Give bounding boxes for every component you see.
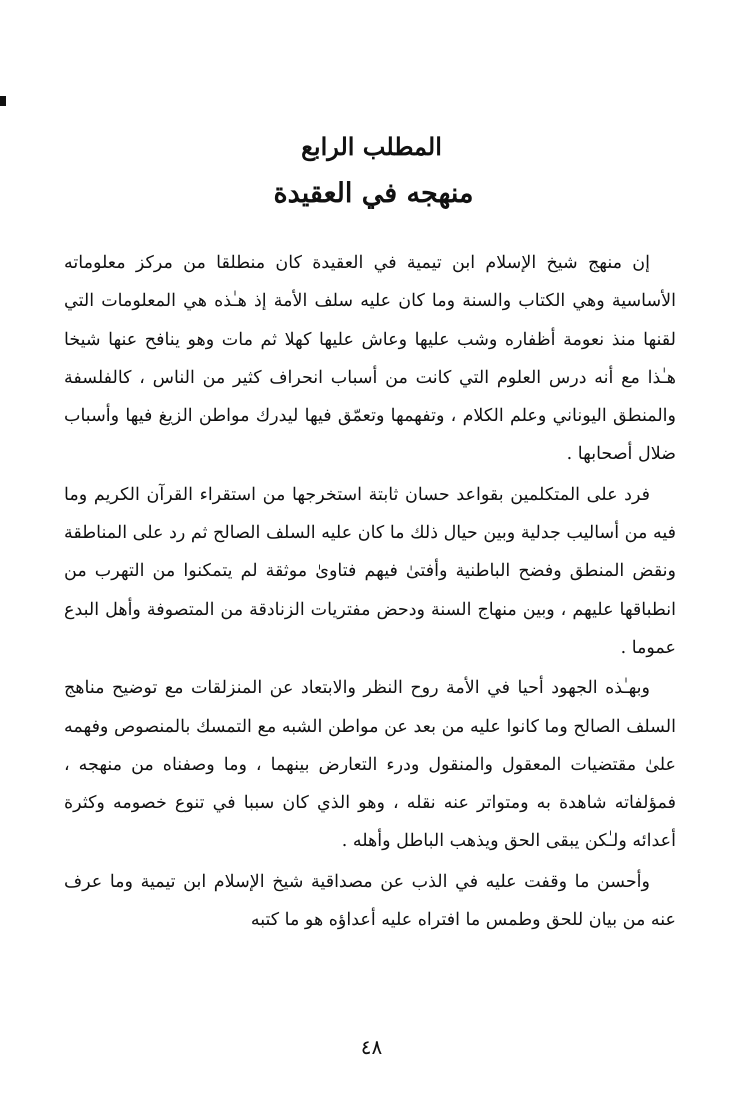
paragraph [64, 476, 676, 667]
paragraph-text: وبهـٰذه الجهود أحيا في الأمة روح النظر والابتعاد عن المنزلقات مع توضيح مناهج السلف الصالح وما كانوا عليه من بعد عن مواطن الشبه مع التمسك بالمنصوص وفهمه علىٰ مقتضيات المعقول والمنقول ودرء التعارض بينهما ، وما وصفناه من منهجه ، فمؤلفاته شاهدة به ومتواتر عنه نقله ، وهو الذي كان سببا في تنوع خصومه وكثرة أعدائه ولـٰكن يبقى الحق ويذهب الباطل وأهله . [64, 678, 676, 852]
body-text [64, 244, 676, 939]
page-number: ٤٨ [360, 1035, 383, 1059]
section-headings [0, 125, 743, 219]
paragraph [64, 669, 676, 860]
paragraph [64, 863, 676, 940]
section-title: منهجه في العقيدة [273, 178, 474, 209]
paragraph [64, 244, 676, 474]
paragraph-text: إن منهج شيخ الإسلام ابن تيمية في العقيدة كان منطلقا من مركز معلوماته الأساسية وهي الكتاب والسنة وما كان عليه سلف الأمة إذ هـٰذه هي المعلومات التي لقنها منذ نعومة أظفاره وشب عليها وعاش عليها كهلا ثم مات وهو ينافح عنها شيخا هـٰذا مع أنه درس العلوم التي كانت من أسباب انحراف كثير من الناس ، كالفلسفة والمنطق اليوناني وعلم الكلام ، وتفهمها وتعمّق فيها ليدرك مواطن الزيغ فيها وأسباب ضلال أصحابها . [64, 253, 676, 465]
section-heading: المطلب الرابع [301, 132, 442, 161]
page-edge-mark [0, 96, 6, 106]
paragraph-text: فرد على المتكلمين بقواعد حسان ثابتة استخرجها من استقراء القرآن الكريم وما فيه من أساليب جدلية وبين حيال ذلك ما كان عليه السلف الصالح ثم رد على المناطقة ونقض المنطق وفضح الباطنية وأفتىٰ فيهم فتاوىٰ موثقة لم يتمكنوا من التهرب من انطباقها عليهم ، وبين منهاج السنة ودحض مفتريات الزنادقة من المتصوفة وأهل البدع عموما . [64, 484, 676, 658]
paragraph-text: وأحسن ما وقفت عليه في الذب عن مصداقية شيخ الإسلام ابن تيمية وما عرف عنه من بيان للحق وطمس ما افتراه عليه أعداؤه هو ما كتبه [64, 871, 676, 931]
